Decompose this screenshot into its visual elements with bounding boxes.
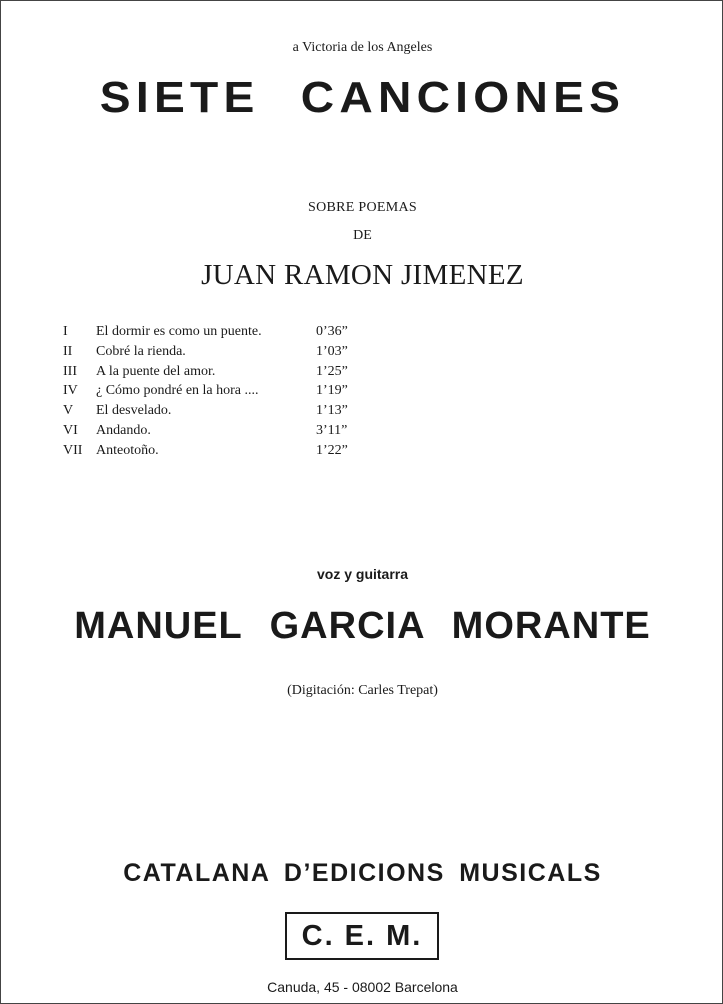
song-title: ¿ Cómo pondré en la hora ....	[96, 383, 259, 399]
song-row	[63, 381, 383, 401]
poet-name: JUAN RAMON JIMENEZ	[201, 259, 524, 291]
song-row	[63, 342, 383, 362]
song-row	[63, 322, 383, 342]
song-duration: 1’03”	[316, 343, 348, 359]
publisher-name: CATALANA D’EDICIONS MUSICALS	[123, 859, 602, 887]
song-list	[63, 322, 383, 461]
publisher-logo: C. E. M.	[285, 912, 439, 960]
song-number: IV	[63, 383, 78, 399]
song-duration: 3’11”	[316, 422, 348, 438]
song-row	[63, 441, 383, 461]
song-title: A la puente del amor.	[96, 363, 216, 379]
song-title: Cobré la rienda.	[96, 343, 186, 359]
song-title: Andando.	[96, 422, 151, 438]
subtitle-de: DE	[353, 228, 372, 243]
song-row	[63, 421, 383, 441]
song-number: I	[63, 324, 68, 339]
song-row	[63, 362, 383, 382]
fingering-credit: (Digitación: Carles Trepat)	[287, 683, 438, 698]
song-number: VI	[63, 422, 78, 438]
song-duration: 1’19”	[316, 383, 348, 399]
song-number: II	[63, 343, 73, 359]
composer-name: MANUEL GARCIA MORANTE	[74, 605, 651, 647]
song-duration: 1’13”	[316, 403, 348, 419]
song-title: El dormir es como un puente.	[96, 324, 262, 339]
song-duration: 0’36”	[316, 324, 348, 339]
work-title: SIETE CANCIONES	[99, 73, 626, 122]
song-number: VII	[63, 442, 83, 458]
song-number: III	[63, 363, 77, 379]
song-number: V	[63, 403, 74, 419]
song-row	[63, 401, 383, 421]
publisher-address: Canuda, 45 - 08002 Barcelona	[267, 979, 458, 995]
subtitle-sobre-poemas: SOBRE POEMAS	[307, 200, 418, 215]
song-title: Anteotoño.	[96, 442, 159, 458]
song-duration: 1’25”	[316, 363, 348, 379]
song-duration: 1’22”	[316, 442, 348, 458]
dedication: a Victoria de los Angeles	[292, 40, 433, 55]
song-title: El desvelado.	[96, 403, 172, 419]
instrumentation: voz y guitarra	[316, 566, 409, 582]
